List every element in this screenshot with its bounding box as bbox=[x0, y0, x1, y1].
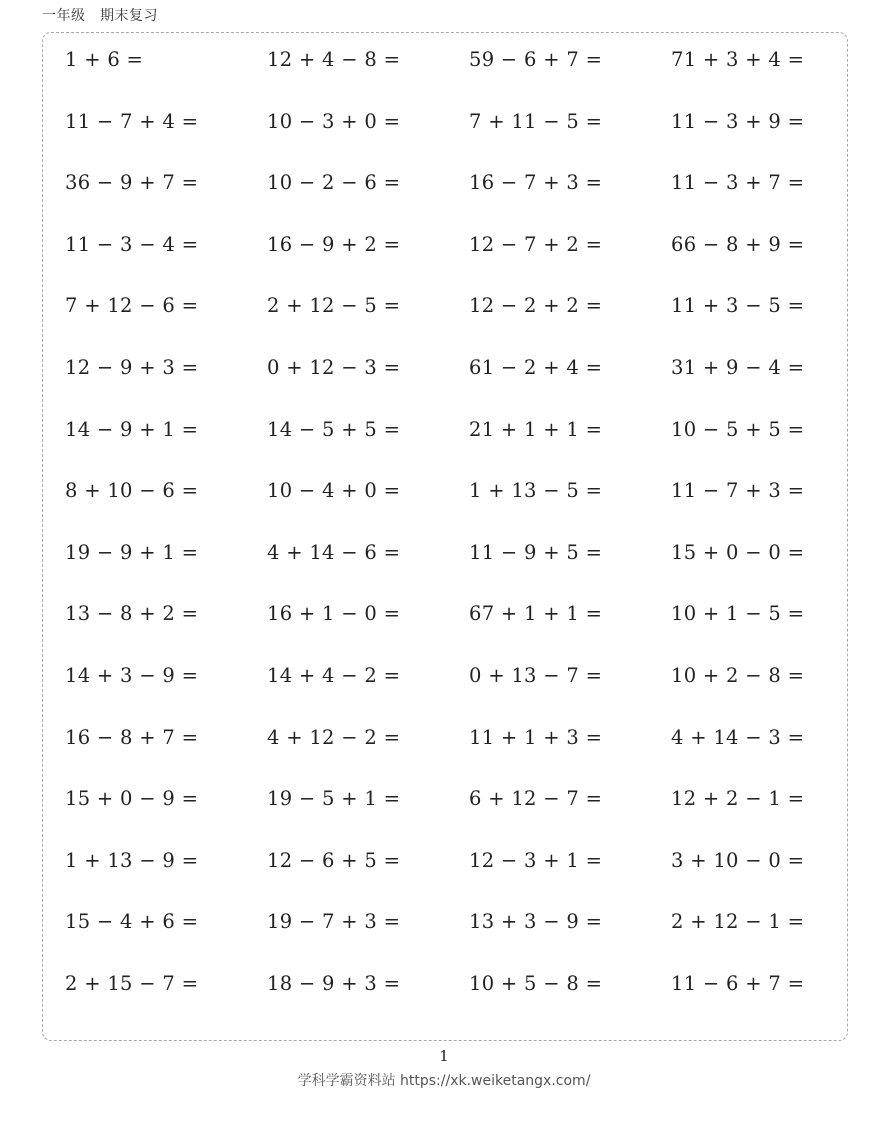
problem-r15-c3: 13 + 3 − 9 = bbox=[469, 910, 603, 934]
problem-r6-c4: 31 + 9 − 4 = bbox=[671, 355, 805, 379]
problem-r10-c4: 10 + 1 − 5 = bbox=[671, 602, 805, 626]
problem-r14-c2: 12 − 6 + 5 = bbox=[267, 848, 401, 872]
problem-r14-c3: 12 − 3 + 1 = bbox=[469, 848, 603, 872]
problem-r13-c2: 19 − 5 + 1 = bbox=[267, 787, 401, 811]
problem-r15-c2: 19 − 7 + 3 = bbox=[267, 910, 401, 934]
worksheet-box bbox=[42, 32, 848, 1041]
problem-r6-c2: 0 + 12 − 3 = bbox=[267, 355, 401, 379]
problem-r15-c1: 15 − 4 + 6 = bbox=[65, 910, 199, 934]
problem-r9-c1: 19 − 9 + 1 = bbox=[65, 540, 199, 564]
problem-r12-c1: 16 − 8 + 7 = bbox=[65, 725, 199, 749]
problem-r12-c2: 4 + 12 − 2 = bbox=[267, 725, 401, 749]
problem-r4-c1: 11 − 3 − 4 = bbox=[65, 232, 199, 256]
problem-r9-c2: 4 + 14 − 6 = bbox=[267, 540, 401, 564]
problem-r2-c3: 7 + 11 − 5 = bbox=[469, 109, 603, 133]
problem-r2-c2: 10 − 3 + 0 = bbox=[267, 109, 401, 133]
problem-r1-c1: 1 + 6 = bbox=[65, 48, 144, 71]
problem-grid bbox=[65, 43, 821, 1029]
problem-r3-c2: 10 − 2 − 6 = bbox=[267, 171, 401, 195]
problem-r4-c3: 12 − 7 + 2 = bbox=[469, 232, 603, 256]
problem-r8-c3: 1 + 13 − 5 = bbox=[469, 479, 603, 503]
problem-r5-c3: 12 − 2 + 2 = bbox=[469, 294, 603, 318]
problem-r4-c2: 16 − 9 + 2 = bbox=[267, 232, 401, 256]
problem-r14-c1: 1 + 13 − 9 = bbox=[65, 848, 199, 872]
problem-r7-c4: 10 − 5 + 5 = bbox=[671, 417, 805, 441]
problem-r9-c4: 15 + 0 − 0 = bbox=[671, 540, 805, 564]
problem-r16-c4: 11 − 6 + 7 = bbox=[671, 971, 805, 995]
problem-r13-c3: 6 + 12 − 7 = bbox=[469, 787, 603, 811]
worksheet-title: 一年级 期末复习 bbox=[42, 8, 158, 24]
problem-r8-c4: 11 − 7 + 3 = bbox=[671, 479, 805, 503]
problem-r13-c4: 12 + 2 − 1 = bbox=[671, 787, 805, 811]
problem-r1-c2: 12 + 4 − 8 = bbox=[267, 48, 401, 71]
problem-r1-c4: 71 + 3 + 4 = bbox=[671, 48, 805, 71]
problem-r4-c4: 66 − 8 + 9 = bbox=[671, 232, 805, 256]
problem-r9-c3: 11 − 9 + 5 = bbox=[469, 540, 603, 564]
problem-r16-c3: 10 + 5 − 8 = bbox=[469, 971, 603, 995]
problem-r11-c2: 14 + 4 − 2 = bbox=[267, 663, 401, 687]
problem-r8-c1: 8 + 10 − 6 = bbox=[65, 479, 199, 503]
problem-r13-c1: 15 + 0 − 9 = bbox=[65, 787, 199, 811]
problem-r12-c4: 4 + 14 − 3 = bbox=[671, 725, 805, 749]
problem-r11-c1: 14 + 3 − 9 = bbox=[65, 663, 199, 687]
problem-r6-c3: 61 − 2 + 4 = bbox=[469, 355, 603, 379]
problem-r5-c4: 11 + 3 − 5 = bbox=[671, 294, 805, 318]
problem-r5-c2: 2 + 12 − 5 = bbox=[267, 294, 401, 318]
problem-r1-c3: 59 − 6 + 7 = bbox=[469, 48, 603, 71]
problem-r6-c1: 12 − 9 + 3 = bbox=[65, 355, 199, 379]
problem-r10-c2: 16 + 1 − 0 = bbox=[267, 602, 401, 626]
problem-r7-c3: 21 + 1 + 1 = bbox=[469, 417, 603, 441]
footer-source-text: 学科学霸资料站 https://xk.weiketangx.com/ bbox=[297, 1073, 591, 1089]
problem-r11-c3: 0 + 13 − 7 = bbox=[469, 663, 603, 687]
problem-r16-c2: 18 − 9 + 3 = bbox=[267, 971, 401, 995]
problem-r3-c1: 36 − 9 + 7 = bbox=[65, 171, 199, 195]
page-number: 1 bbox=[439, 1047, 449, 1065]
problem-r14-c4: 3 + 10 − 0 = bbox=[671, 848, 805, 872]
problem-r7-c2: 14 − 5 + 5 = bbox=[267, 417, 401, 441]
problem-r10-c1: 13 − 8 + 2 = bbox=[65, 602, 199, 626]
problem-r10-c3: 67 + 1 + 1 = bbox=[469, 602, 603, 626]
problem-r12-c3: 11 + 1 + 3 = bbox=[469, 725, 603, 749]
problem-r11-c4: 10 + 2 − 8 = bbox=[671, 663, 805, 687]
problem-r3-c4: 11 − 3 + 7 = bbox=[671, 171, 805, 195]
problem-r16-c1: 2 + 15 − 7 = bbox=[65, 971, 199, 995]
problem-r5-c1: 7 + 12 − 6 = bbox=[65, 294, 199, 318]
problem-r2-c4: 11 − 3 + 9 = bbox=[671, 109, 805, 133]
problem-r2-c1: 11 − 7 + 4 = bbox=[65, 109, 199, 133]
problem-r7-c1: 14 − 9 + 1 = bbox=[65, 417, 199, 441]
problem-r8-c2: 10 − 4 + 0 = bbox=[267, 479, 401, 503]
problem-r15-c4: 2 + 12 − 1 = bbox=[671, 910, 805, 934]
problem-r3-c3: 16 − 7 + 3 = bbox=[469, 171, 603, 195]
